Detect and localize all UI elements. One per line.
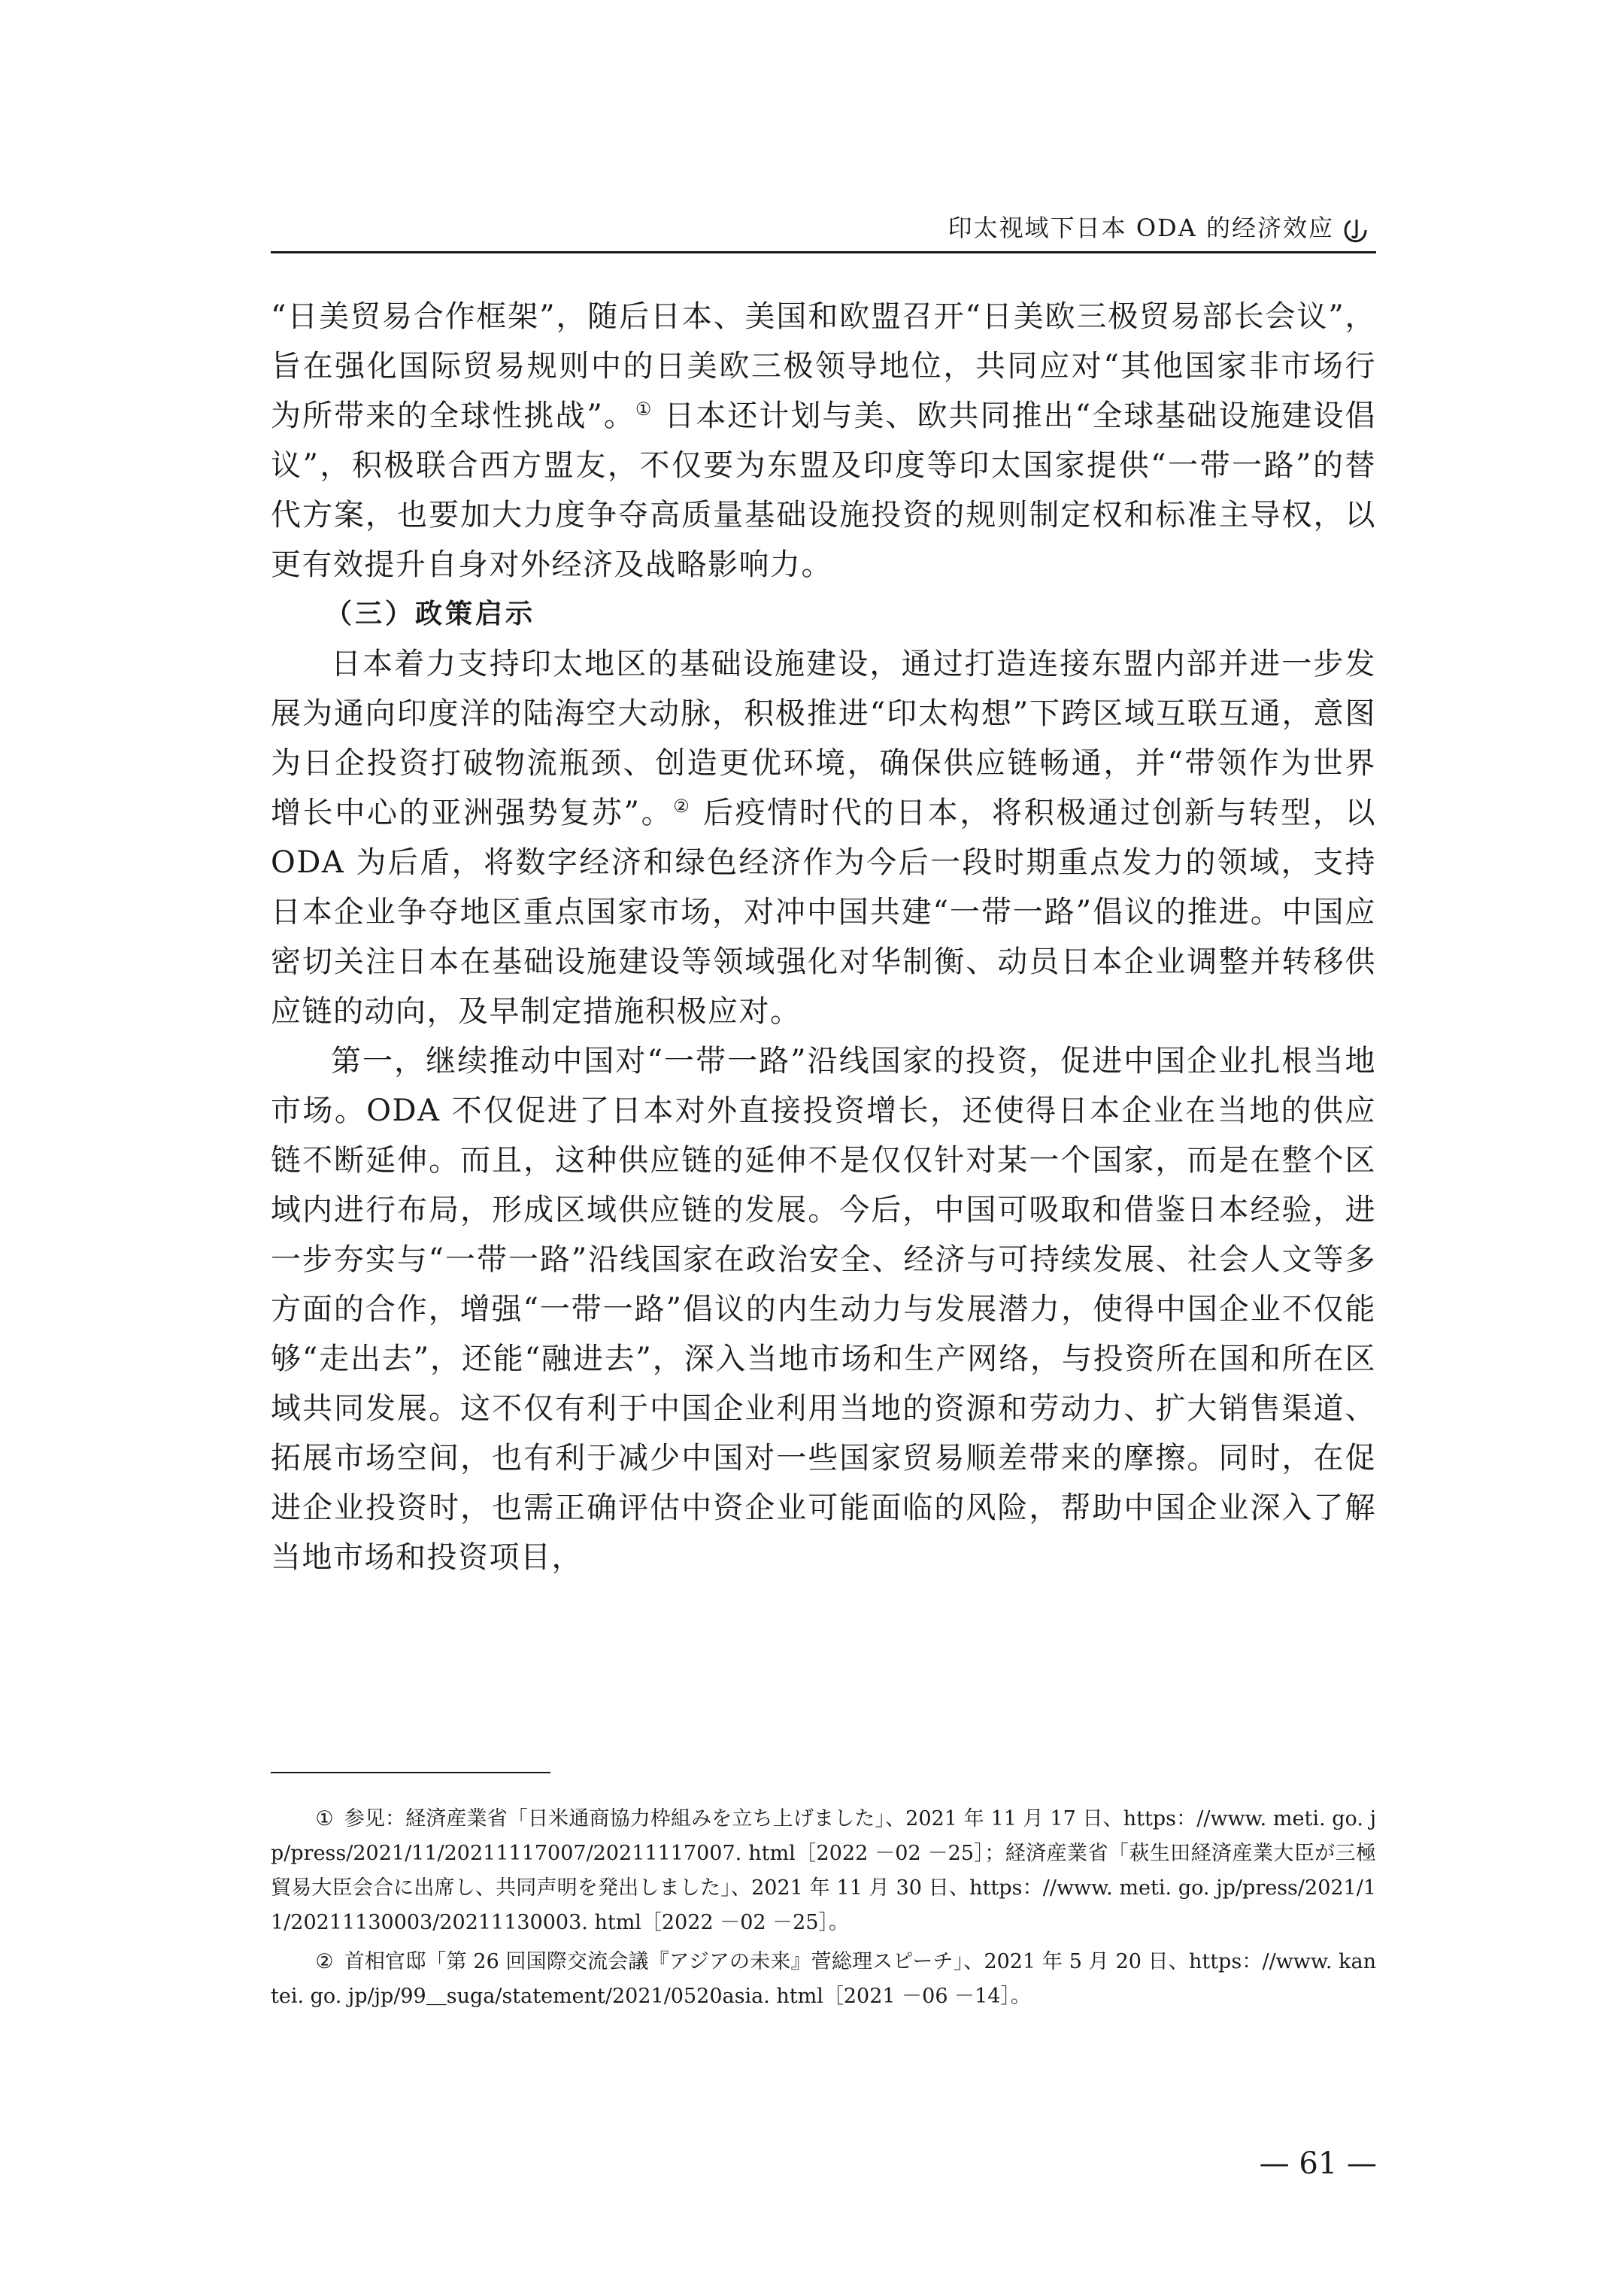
body-paragraph	[271, 292, 1376, 590]
paragraph-text: 后疫情时代的日本，将积极通过创新与转型，以 ODA 为后盾，将数字经济和绿色经济作为今后一段时期重点发力的领域，支持日本企业争夺地区重点国家市场，对冲中国共建“一带一路”倡议的推进。中国应密切关注日本在基础设施建设等领域强化对华制衡、动员日本企业调整并转移供应链的动向，及早制定措施积极应对。	[271, 796, 1377, 1029]
paragraph-text: “日美贸易合作框架”，随后日本、美国和欧盟召开“日美欧三极贸易部长会议”，旨在强化国际贸易规则中的日美欧三极领导地位，共同应对“其他国家非市场行为所带来的全球性挑战”。	[271, 299, 1376, 433]
footnotes	[271, 1802, 1376, 2018]
footnote-reference[interactable]: ①	[635, 399, 653, 420]
footnote-text: 参见：経済産業省「日米通商協力枠組みを立ち上げました」、2021 年 11 月 17 日、https：//www. meti. go. jp/press/2021/11/20211117007/20211117007. html［2022 －02 －25］；経済産業省「萩生田経済産業大臣が三極貿易大臣会合に出席し、共同声明を発出しました」、2021 年 11 月 30 日、https：//www. meti. go. jp/press/2021/11/20211130003/20211130003. html［2022 －02 －25］。	[271, 1807, 1376, 1934]
body-paragraph	[271, 639, 1376, 1036]
footnote-reference[interactable]: ②	[673, 796, 692, 817]
page-number: — 61 —	[1259, 2146, 1377, 2181]
body-paragraph: 第一，继续推动中国对“一带一路”沿线国家的投资，促进中国企业扎根当地市场。ODA 不仅促进了日本对外直接投资增长，还使得日本企业在当地的供应链不断延伸。而且，这种供应链的延伸不是仅仅针对某一个国家，而是在整个区域内进行布局，形成区域供应链的发展。今后，中国可吸取和借鉴日本经验，进一步夯实与“一带一路”沿线国家在政治安全、经济与可持续发展、社会人文等多方面的合作，增强“一带一路”倡议的内生动力与发展潜力，使得中国企业不仅能够“走出去”，还能“融进去”，深入当地市场和生产网络，与投资所在国和所在区域共同发展。这不仅有利于中国企业利用当地的资源和劳动力、扩大销售渠道、拓展市场空间，也有利于减少中国对一些国家贸易顺差带来的摩擦。同时，在促进企业投资时，也需正确评估中资企业可能面临的风险，帮助中国企业深入了解当地市场和投资项目，	[271, 1044, 1376, 1575]
footnote-marker: ②	[315, 1950, 334, 1973]
paragraph-text: 日本还计划与美、欧共同推出“全球基础设施建设倡议”，积极联合西方盟友，不仅要为东盟及印度等印太国家提供“一带一路”的替代方案，也要加大力度争夺高质量基础设施投资的规则制定权和标准主导权，以更有效提升自身对外经济及战略影响力。	[271, 399, 1377, 582]
footnote-marker: ①	[315, 1807, 334, 1830]
running-header-title: 印太视域下日本 ODA 的经济效应	[948, 214, 1334, 242]
footnote-text: 首相官邸「第 26 回国際交流会議『アジアの未来』菅総理スピーチ」、2021 年 5 月 20 日、https：//www. kantei. go. jp/jp/99＿suga/statement/2021/0520asia. html［2021 －06 －14］。	[271, 1950, 1376, 2008]
footnote-divider	[271, 1772, 550, 1773]
article-body	[271, 292, 1376, 1582]
journal-logo-icon	[1340, 215, 1370, 245]
running-header	[271, 203, 1376, 253]
paragraph-text: 日本着力支持印太地区的基础设施建设，通过打造连接东盟内部并进一步发展为通向印度洋的陆海空大动脉，积极推进“印太构想”下跨区域互联互通，意图为日企投资打破物流瓶颈、创造更优环境，确保供应链畅通，并“带领作为世界增长中心的亚洲强势复苏”。	[271, 647, 1376, 830]
section-subheading: （三）政策启示	[325, 599, 536, 629]
footnote	[271, 1802, 1376, 1940]
footnote	[271, 1945, 1376, 2014]
